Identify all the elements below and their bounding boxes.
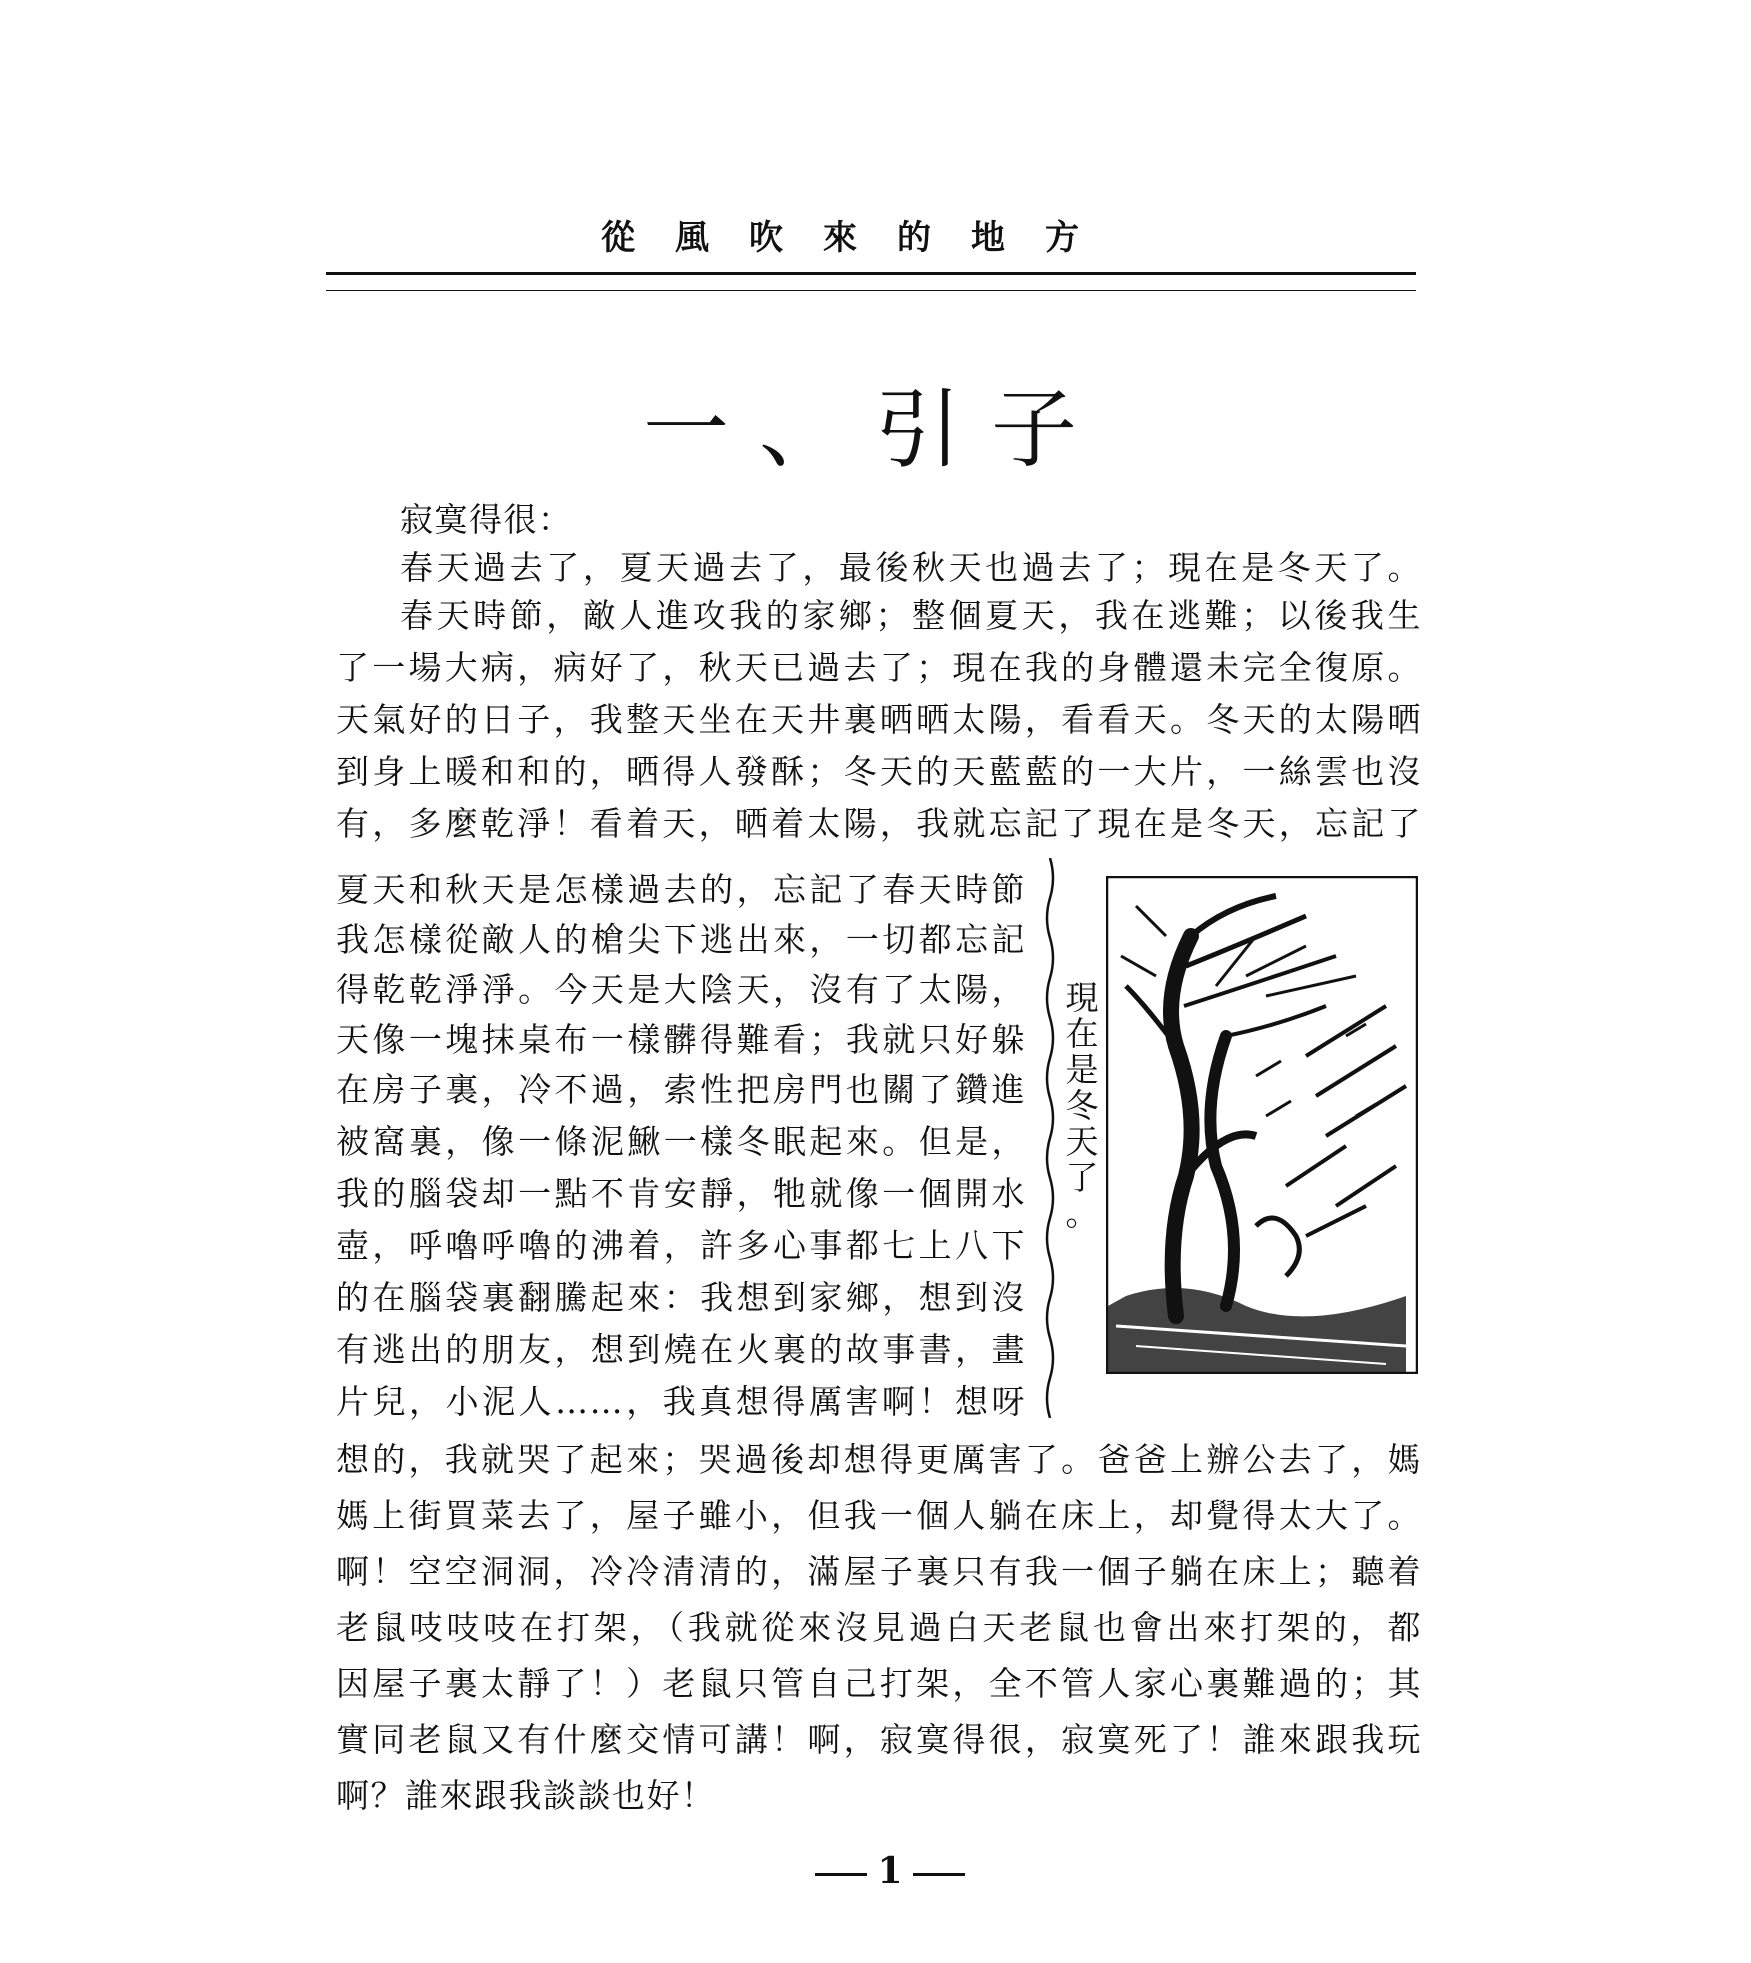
body-line: 啊！空空洞洞，冷冷清清的，滿屋子裏只有我一個子躺在床上；聽着 — [336, 1552, 1422, 1591]
body-line: 因屋子裏太靜了！）老鼠只管自己打架，全不管人家心裏難過的；其 — [336, 1664, 1422, 1703]
header-rule-thick — [326, 272, 1416, 275]
body-line: 的在腦袋裏翻騰起來：我想到家鄉，想到沒 — [336, 1278, 1026, 1317]
body-line: 片兒，小泥人……，我真想得厲害啊！想呀 — [336, 1382, 1026, 1421]
header-rule-thin — [326, 290, 1416, 291]
body-line: 壺，呼嚕呼嚕的沸着，許多心事都七上八下 — [336, 1226, 1026, 1265]
caption-char: 天 — [1065, 1122, 1099, 1161]
running-header: 從風吹來的地方 — [601, 218, 1119, 258]
body-line: 有逃出的朋友，想到燒在火裏的故事書，畫 — [336, 1330, 1026, 1369]
illustration-caption — [1062, 980, 1102, 1232]
caption-char: 是 — [1065, 1050, 1099, 1089]
body-line: 我怎樣從敵人的槍尖下逃出來，一切都忘記 — [336, 920, 1026, 959]
page-number-dash-right — [913, 1873, 965, 1876]
caption-char: 冬 — [1065, 1086, 1099, 1125]
caption-char: 在 — [1065, 1014, 1099, 1053]
caption-char: 了 — [1065, 1158, 1099, 1197]
page-number-dash-left — [815, 1873, 867, 1876]
caption-char: 現 — [1065, 978, 1099, 1017]
body-line: 有，多麼乾淨！看着天，晒着太陽，我就忘記了現在是冬天，忘記了 — [336, 804, 1422, 843]
winter-tree-illustration — [1106, 876, 1418, 1374]
body-line: 媽上街買菜去了，屋子雖小，但我一個人躺在床上，却覺得太大了。 — [336, 1496, 1422, 1535]
body-line: 在房子裏，冷不過，索性把房門也關了鑽進 — [336, 1070, 1026, 1109]
body-line: 想的，我就哭了起來；哭過後却想得更厲害了。爸爸上辦公去了，媽 — [336, 1440, 1422, 1479]
page-number — [790, 1850, 990, 1892]
body-line: 春天時節，敵人進攻我的家鄉；整個夏天，我在逃難；以後我生 — [400, 596, 1422, 635]
body-line: 夏天和秋天是怎樣過去的，忘記了春天時節 — [336, 870, 1026, 909]
body-line: 我的腦袋却一點不肯安靜，牠就像一個開水 — [336, 1174, 1026, 1213]
body-line: 天像一塊抹桌布一樣髒得難看；我就只好躲 — [336, 1020, 1026, 1059]
page-number-value: 1 — [877, 1850, 903, 1892]
body-line: 實同老鼠又有什麼交情可講！啊，寂寞得很，寂寞死了！誰來跟我玩 — [336, 1720, 1422, 1759]
body-line: 老鼠吱吱吱在打架，（我就從來沒見過白天老鼠也會出來打架的，都 — [336, 1608, 1422, 1647]
body-line: 得乾乾淨淨。今天是大陰天，沒有了太陽， — [336, 970, 1026, 1009]
caption-bracket — [1042, 858, 1058, 1418]
chapter-title: 一、引子 — [643, 380, 1107, 480]
body-line: 到身上暖和和的，晒得人發酥；冬天的天藍藍的一大片，一絲雲也沒 — [336, 752, 1422, 791]
body-line: 被窩裏，像一條泥鰍一樣冬眠起來。但是， — [336, 1122, 1026, 1161]
body-line: 寂寞得很： — [400, 500, 573, 539]
body-line: 春天過去了，夏天過去了，最後秋天也過去了；現在是冬天了。 — [400, 548, 1422, 587]
caption-char: 。 — [1065, 1194, 1099, 1233]
body-line: 啊？誰來跟我談談也好！ — [336, 1776, 716, 1815]
body-line: 了一場大病，病好了，秋天已過去了；現在我的身體還未完全復原。 — [336, 648, 1422, 687]
body-line: 天氣好的日子，我整天坐在天井裏晒晒太陽，看看天。冬天的太陽晒 — [336, 700, 1422, 739]
